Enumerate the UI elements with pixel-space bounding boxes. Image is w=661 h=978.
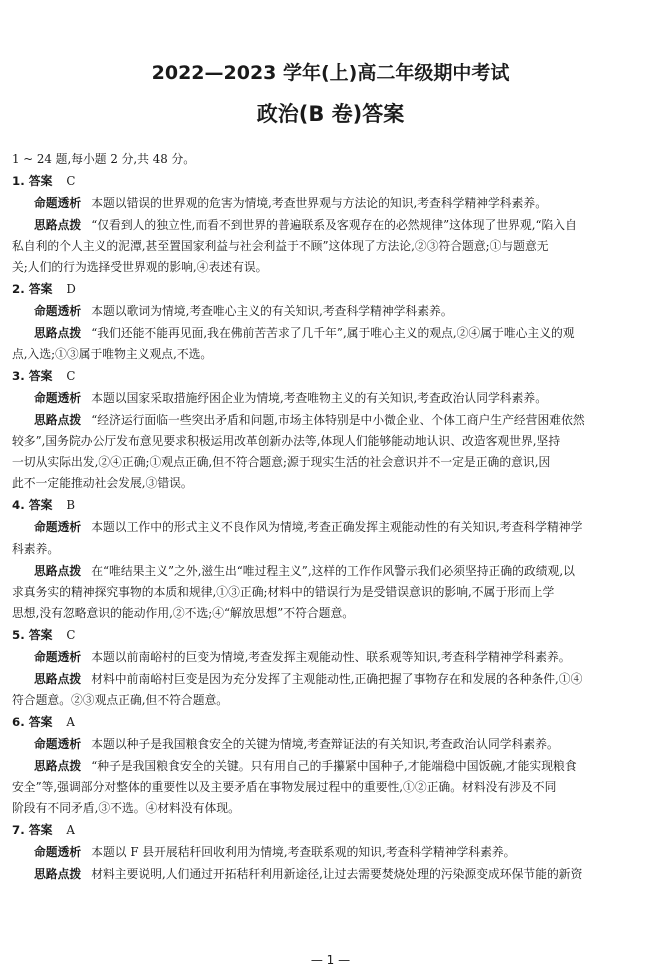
question-number: 4. 答案 <box>12 498 53 512</box>
answer-letter: C <box>66 628 76 642</box>
hint-text: 私自利的个人主义的泥潭,甚至置国家利益与社会利益于不顾”这体现了方法论,②③符合题意;①与题意无 <box>12 239 549 253</box>
hint-label: 思路点拨 <box>34 867 82 881</box>
question-number: 1. 答案 <box>12 174 53 188</box>
hint-text: 较多”,国务院办公厅发布意见要求积极运用改革创新办法等,体现人们能够能动地认识、改造客观世界,坚持 <box>12 434 561 448</box>
analysis-line <box>12 736 648 752</box>
hint-line <box>12 584 648 600</box>
hint-label: 思路点拨 <box>34 564 82 578</box>
hint-line <box>12 692 648 708</box>
analysis-label: 命题透析 <box>34 737 82 751</box>
analysis-text: 本题以 F 县开展秸秆回收利用为情境,考查联系观的知识,考查科学精神学科素养。 <box>91 845 516 859</box>
analysis-line <box>12 541 648 557</box>
analysis-label: 命题透析 <box>34 520 82 534</box>
intro-line: 1 ~ 24 题,每小题 2 分,共 48 分。 <box>12 152 196 166</box>
analysis-line <box>12 844 648 860</box>
analysis-text: 本题以错误的世界观的危害为情境,考查世界观与方法论的知识,考查科学精神学科素养。 <box>91 196 547 210</box>
hint-text: 材料主要说明,人们通过开拓秸秆利用新途径,让过去需要焚烧处理的污染源变成环保节能的新资 <box>91 867 583 881</box>
question-answer-row <box>12 281 648 297</box>
hint-text: “仅看到人的独立性,而看不到世界的普遍联系及客观存在的必然规律”这体现了世界观,“陷入自 <box>91 218 577 232</box>
hint-text: “种子是我国粮食安全的关键。只有用自己的手攥紧中国种子,才能端稳中国饭碗,才能实现粮食 <box>91 759 577 773</box>
question-number: 7. 答案 <box>12 823 53 837</box>
hint-text: 阶段有不同矛盾,③不选。④材料没有体现。 <box>12 801 240 815</box>
page-number: — 1 — <box>310 953 351 967</box>
analysis-line <box>12 195 648 211</box>
hint-line <box>12 412 648 428</box>
answer-letter: C <box>66 174 76 188</box>
question-answer-row <box>12 497 648 513</box>
hint-line <box>12 605 648 621</box>
hint-text: 材料中前南峪村巨变是因为充分发挥了主观能动性,正确把握了事物存在和发展的各种条件,①④ <box>91 672 583 686</box>
hint-line <box>12 259 648 275</box>
answer-letter: A <box>66 715 75 729</box>
answer-letter: D <box>66 282 76 296</box>
analysis-text: 本题以前南峪村的巨变为情境,考查发挥主观能动性、联系观等知识,考查科学精神学科素养。 <box>91 650 571 664</box>
analysis-line <box>12 649 648 665</box>
hint-line <box>12 217 648 233</box>
hint-label: 思路点拨 <box>34 413 82 427</box>
answer-letter: C <box>66 369 76 383</box>
question-answer-row <box>12 714 648 730</box>
answer-letter: B <box>66 498 76 512</box>
hint-text: 符合题意。②③观点正确,但不符合题意。 <box>12 693 229 707</box>
hint-line <box>12 800 648 816</box>
analysis-line <box>12 303 648 319</box>
hint-line <box>12 779 648 795</box>
hint-label: 思路点拨 <box>34 672 82 686</box>
question-number: 3. 答案 <box>12 369 53 383</box>
analysis-line <box>12 519 648 535</box>
question-number: 5. 答案 <box>12 628 53 642</box>
hint-label: 思路点拨 <box>34 326 82 340</box>
question-answer-row <box>12 822 648 838</box>
exam-subtitle: 政治(B 卷)答案 <box>256 102 405 126</box>
question-number: 2. 答案 <box>12 282 53 296</box>
analysis-line <box>12 390 648 406</box>
hint-text: 求真务实的精神探究事物的本质和规律,①③正确;材料中的错误行为是受错误意识的影响,不属于形而上学 <box>12 585 555 599</box>
question-answer-row <box>12 627 648 643</box>
hint-text: 在“唯结果主义”之外,滋生出“唯过程主义”,这样的工作作风警示我们必须坚持正确的政绩观,以 <box>91 564 575 578</box>
hint-line <box>12 454 648 470</box>
answer-letter: A <box>66 823 75 837</box>
hint-line <box>12 671 648 687</box>
hint-text: 安全”等,强调部分对整体的重要性以及主要矛盾在事物发展过程中的重要性,①②正确。材料没有涉及不同 <box>12 780 557 794</box>
analysis-text: 本题以国家采取措施纾困企业为情境,考查唯物主义的有关知识,考查政治认同学科素养。 <box>91 391 547 405</box>
analysis-text: 本题以工作中的形式主义不良作风为情境,考查正确发挥主观能动性的有关知识,考查科学精神学 <box>91 520 583 534</box>
analysis-text: 科素养。 <box>12 542 60 556</box>
hint-line <box>12 563 648 579</box>
question-answer-row <box>12 368 648 384</box>
hint-text: 点,入选;①③属于唯物主义观点,不选。 <box>12 347 213 361</box>
hint-line <box>12 346 648 362</box>
hint-text: 此不一定能推动社会发展,③错误。 <box>12 476 193 490</box>
analysis-text: 本题以种子是我国粮食安全的关键为情境,考查辩证法的有关知识,考查政治认同学科素养。 <box>91 737 559 751</box>
hint-line <box>12 238 648 254</box>
analysis-label: 命题透析 <box>34 304 82 318</box>
analysis-label: 命题透析 <box>34 196 82 210</box>
hint-text: 一切从实际出发,②④正确;①观点正确,但不符合题意;源于现实生活的社会意识并不一定是正确的意识,因 <box>12 455 551 469</box>
analysis-text: 本题以歌词为情境,考查唯心主义的有关知识,考查科学精神学科素养。 <box>91 304 453 318</box>
analysis-label: 命题透析 <box>34 845 82 859</box>
hint-label: 思路点拨 <box>34 218 82 232</box>
question-answer-row <box>12 173 648 189</box>
hint-text: “我们还能不能再见面,我在佛前苦苦求了几千年”,属于唯心主义的观点,②④属于唯心主义的观 <box>91 326 575 340</box>
exam-title: 2022—2023 学年(上)高二年级期中考试 <box>151 62 510 84</box>
hint-label: 思路点拨 <box>34 759 82 773</box>
analysis-label: 命题透析 <box>34 650 82 664</box>
hint-text: 思想,没有忽略意识的能动作用,②不选;④“解放思想”不符合题意。 <box>12 606 355 620</box>
analysis-label: 命题透析 <box>34 391 82 405</box>
hint-line <box>12 433 648 449</box>
hint-text: “经济运行面临一些突出矛盾和问题,市场主体特别是中小微企业、个体工商户生产经营困难依然 <box>91 413 585 427</box>
hint-line <box>12 325 648 341</box>
hint-line <box>12 866 648 882</box>
hint-text: 关;人们的行为选择受世界观的影响,④表述有误。 <box>12 260 268 274</box>
question-number: 6. 答案 <box>12 715 53 729</box>
hint-line <box>12 758 648 774</box>
hint-line <box>12 475 648 491</box>
